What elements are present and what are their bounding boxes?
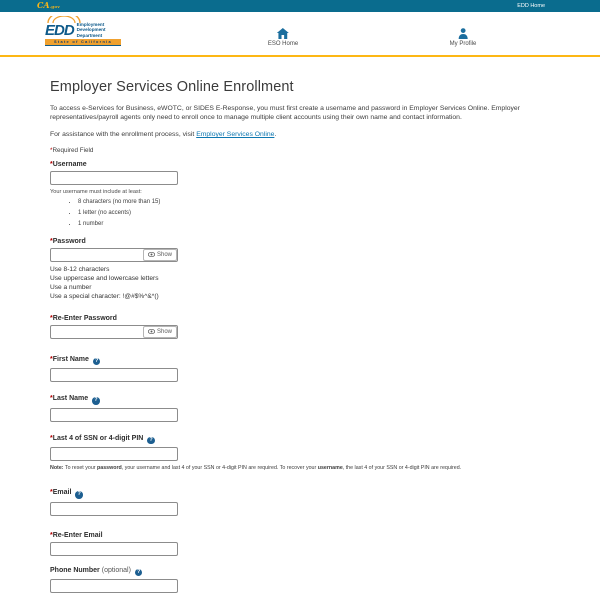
edd-name-line1: Employment [76,22,105,27]
reenter-password-label [50,315,555,322]
password-show-label: Show [156,251,172,258]
password-rules [50,265,555,301]
last-name-input[interactable] [50,408,178,422]
email-label-text: Email [52,489,72,497]
password-label-text: Password [52,237,86,245]
ssn-pin-label-text: Last 4 of SSN or 4-digit PIN [52,434,144,442]
username-label-text: Username [52,160,87,168]
required-asterisk: * [50,395,53,403]
required-asterisk: * [50,146,53,154]
edd-logo[interactable] [45,17,121,46]
email-field-group [50,489,555,516]
ssn-note-bold: Note: [50,465,64,472]
first-name-field-group [50,356,555,383]
ssn-pin-field-group [50,435,555,472]
required-asterisk: * [50,531,53,539]
ssn-pin-note [50,465,555,471]
required-asterisk: * [50,355,53,363]
first-name-label-text: First Name [52,355,89,363]
phone-input[interactable] [50,579,178,593]
username-field-group [50,161,555,228]
username-rule-list [50,198,555,228]
phone-field-group [50,567,555,594]
phone-label [50,567,555,577]
username-hint-title: Your username must include at least: [50,188,142,195]
nav-eso-home-label: ESO Home [267,41,299,47]
nav-eso-home[interactable] [268,28,298,47]
help-icon[interactable]: ? [75,491,83,499]
employer-services-online-link[interactable]: Employer Services Online [196,130,275,138]
reenter-email-label-text: Re-Enter Email [52,531,103,539]
site-header [0,12,600,57]
password-input-wrap [50,248,178,262]
required-field-note-text: Required Field [52,146,94,154]
edd-home-link[interactable]: EDD Home [517,3,545,9]
phone-optional-tag: (optional) [101,566,131,574]
username-rule: • 8 characters (no more than 15) [78,198,555,206]
ssn-note-bold: password [97,465,122,472]
first-name-label [50,356,555,366]
edd-tagline: State of California [45,39,121,46]
help-icon[interactable]: ? [92,397,100,405]
username-input[interactable] [50,171,178,185]
main-content [0,57,600,593]
required-field-note [50,147,555,154]
password-show-button[interactable] [143,249,177,261]
help-icon[interactable]: ? [93,358,101,366]
last-name-label [50,395,555,405]
edd-logo-arcs-icon [47,16,81,24]
home-icon [277,28,289,39]
last-name-label-text: Last Name [52,395,89,403]
username-label [50,161,555,168]
person-icon [457,28,468,39]
edd-department-name [77,22,106,38]
reenter-password-label-text: Re-Enter Password [52,314,117,322]
reenter-password-show-label: Show [156,328,172,335]
required-asterisk: * [50,489,53,497]
ssn-note-text: To reset your [63,465,98,472]
assistance-prefix: For assistance with the enrollment process, visit [50,130,197,138]
intro-text: To access e-Services for Business, eWOTC, or SIDES E-Response, you must first create a username and password in Employer Services Online. Employer representatives/payroll agents only need to enroll once to manage multiple client accounts using their own name and contact information. [50,104,520,122]
password-rule: Use 8-12 characters [50,265,110,273]
ssn-note-bold: username [317,465,343,472]
required-asterisk: * [50,237,53,245]
required-asterisk: * [50,160,53,168]
password-label [50,238,555,245]
reenter-email-input[interactable] [50,542,178,556]
eye-icon [148,329,155,334]
ssn-note-text: , the last 4 of your SSN or 4-digit PIN are required. [342,465,462,472]
ca-gov-logo-ca: CA [37,0,50,10]
reenter-password-field-group [50,315,555,339]
assistance-text [50,131,555,138]
reenter-email-label [50,532,555,539]
assistance-suffix: . [274,130,277,138]
reenter-password-show-button[interactable] [143,326,177,338]
email-input[interactable] [50,502,178,516]
username-rule: • 1 letter (no accents) [78,209,555,217]
help-icon[interactable]: ? [147,437,155,445]
reenter-password-input-wrap [50,325,178,339]
ssn-pin-label [50,435,555,445]
last-name-field-group [50,395,555,422]
help-icon[interactable]: ? [135,569,143,577]
ssn-note-text: , your username and last 4 of your SSN or 4-digit PIN are required. To recover your [121,465,318,472]
eye-icon [148,252,155,257]
password-rule: Use a special character: !@#$%^&*() [50,292,159,300]
password-rule: Use a number [50,283,92,291]
edd-name-line2: Development [76,27,106,33]
password-rule: Use uppercase and lowercase letters [50,274,159,282]
required-asterisk: * [50,314,53,322]
first-name-input[interactable] [50,368,178,382]
edd-logo-top [45,17,121,38]
phone-label-text: Phone Number [50,566,100,574]
required-asterisk: * [50,434,53,442]
username-rule: • 1 number [78,220,555,228]
ca-gov-logo-gov: .gov [49,4,60,9]
edd-acronym: EDD [45,22,74,40]
email-label [50,489,555,499]
ssn-pin-input[interactable] [50,447,178,461]
gov-topbar [0,0,600,12]
reenter-email-field-group [50,532,555,556]
page-title: Employer Services Online Enrollment [50,79,294,95]
nav-my-profile-label: My Profile [449,41,477,47]
edd-name-line3: Department [76,32,103,38]
nav-my-profile[interactable] [450,28,477,47]
password-field-group [50,238,555,301]
